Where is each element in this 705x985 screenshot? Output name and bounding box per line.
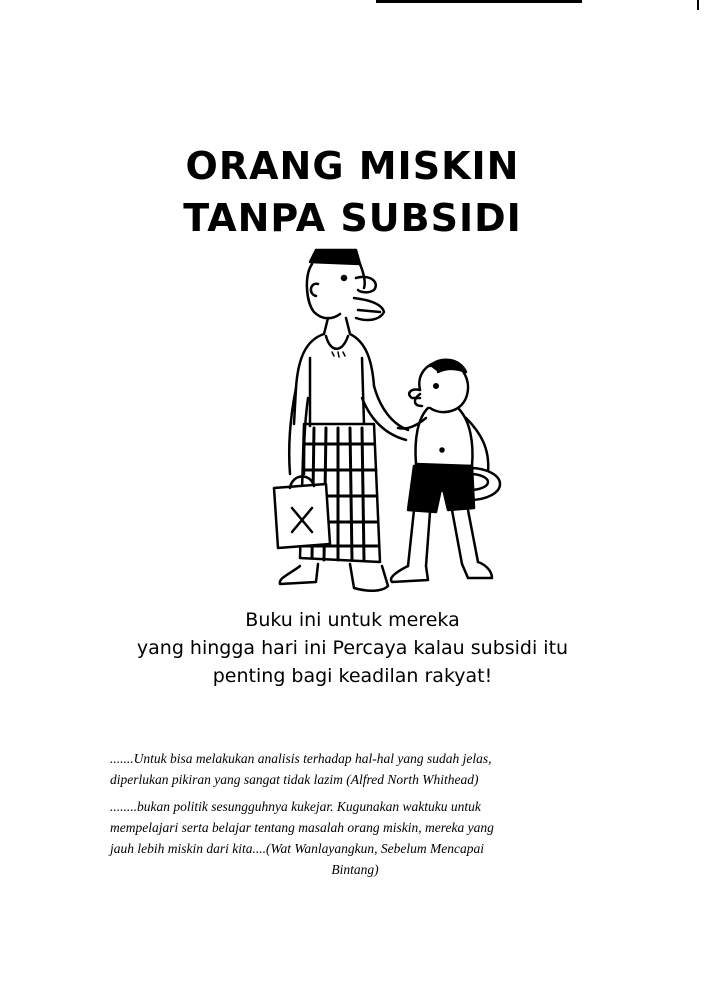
quote-line: diperlukan pikiran yang sangat tidak lazim (Alfred North Whithead): [110, 772, 479, 787]
epigraph-quotes: [110, 748, 600, 886]
quote-line: jauh lebih miskin dari kita....(Wat Wanlayangkun, Sebelum Mencapai: [110, 841, 484, 856]
dedication-line-3: penting bagi keadilan rakyat!: [212, 665, 493, 687]
quote-line: ........bukan politik sesungguhnya kukejar. Kugunakan waktuku untuk: [110, 799, 481, 814]
quote-line: mempelajari serta belajar tentang masalah orang miskin, mereka yang: [110, 820, 494, 835]
dedication-text: [0, 606, 705, 690]
quote-line: Bintang): [331, 862, 379, 877]
quote-whitehead: [110, 748, 600, 790]
page-title: [0, 140, 705, 244]
quote-wanlayangkun: [110, 796, 600, 880]
dedication-line-2: yang hingga hari ini Percaya kalau subsidi itu: [136, 637, 569, 659]
title-line-1: ORANG MISKIN: [185, 144, 520, 188]
dedication-line-1: Buku ini untuk mereka: [245, 609, 460, 631]
corner-mark: [697, 0, 705, 10]
title-line-2: TANPA SUBSIDI: [183, 196, 522, 240]
quote-line: .......Untuk bisa melakukan analisis terhadap hal-hal yang sudah jelas,: [110, 751, 492, 766]
cartoon-illustration: [270, 248, 510, 600]
top-rule: [376, 0, 582, 3]
